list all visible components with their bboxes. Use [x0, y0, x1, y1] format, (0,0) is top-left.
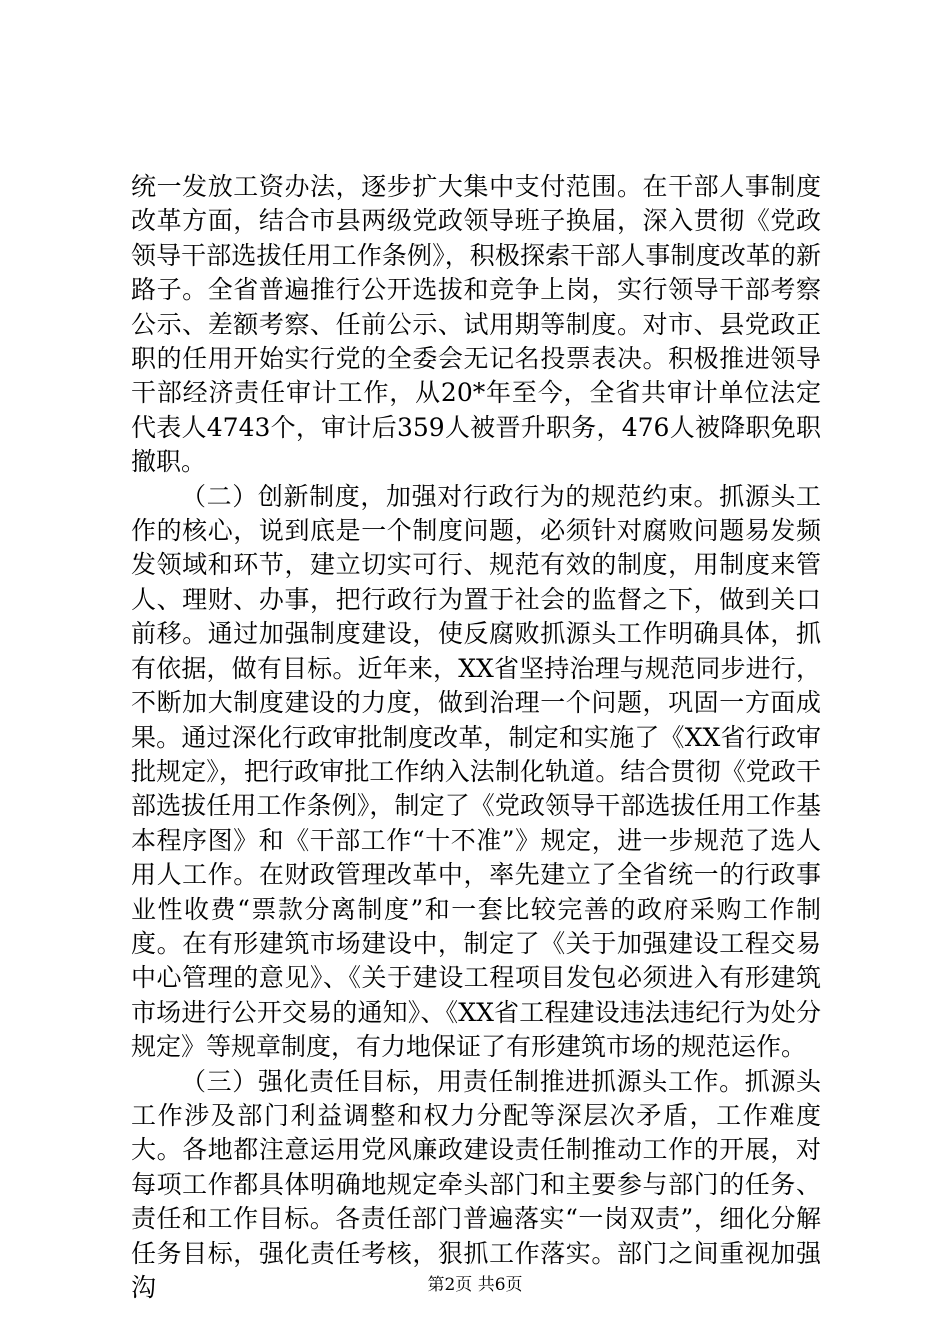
- paragraph-section-3: （三）强化责任目标，用责任制推进抓源头工作。抓源头工作涉及部门利益调整和权力分配等深层次矛盾，工作难度大。各地都注意运用党风廉政建设责任制推动工作的开展，对每项工作都具体明确地规定牵头部门和主要参与部门的任务、责任和工作目标。各责任部门普遍落实“一岗双责”，细化分解任务目标，强化责任考核，狠抓工作落实。部门之间重视加强沟: [131, 1066, 821, 1302]
- paragraph-continued: 统一发放工资办法，逐步扩大集中支付范围。在干部人事制度改革方面，结合市县两级党政领导班子换届，深入贯彻《党政领导干部选拔任用工作条例》，积极探索干部人事制度改革的新路子。全省普遍推行公开选拔和竞争上岗，实行领导干部考察公示、差额考察、任前公示、试用期等制度。对市、县党政正职的任用开始实行党的全委会无记名投票表决。积极推进领导干部经济责任审计工作，从20*年至今，全省共审计单位法定代表人4743个，审计后359人被晋升职务，476人被降职免职撤职。: [131, 172, 821, 477]
- body-text: [131, 170, 821, 1305]
- paragraph-section-2: （二）创新制度，加强对行政行为的规范约束。抓源头工作的核心，说到底是一个制度问题，必须针对腐败问题易发频发领域和环节，建立切实可行、规范有效的制度，用制度来管人、理财、办事，把行政行为置于社会的监督之下，做到关口前移。通过加强制度建设，使反腐败抓源头工作明确具体，抓有依据，做有目标。近年来，XX省坚持治理与规范同步进行，不断加大制度建设的力度，做到治理一个问题，巩固一方面成果。通过深化行政审批制度改革，制定和实施了《XX省行政审批规定》，把行政审批工作纳入法制化轨道。结合贯彻《党政干部选拔任用工作条例》，制定了《党政领导干部选拔任用工作基本程序图》和《干部工作“十不准”》规定，进一步规范了选人用人工作。在财政管理改革中，率先建立了全省统一的行政事业性收费“票款分离制度”和一套比较完善的政府采购工作制度。在有形建筑市场建设中，制定了《关于加强建设工程交易中心管理的意见》、《关于建设工程项目发包必须进入有形建筑市场进行公开交易的通知》、《XX省工程建设违法违纪行为处分规定》等规章制度，有力地保证了有形建筑市场的规范运作。: [131, 481, 821, 1062]
- page-number-footer: 第2页 共6页: [427, 1275, 523, 1295]
